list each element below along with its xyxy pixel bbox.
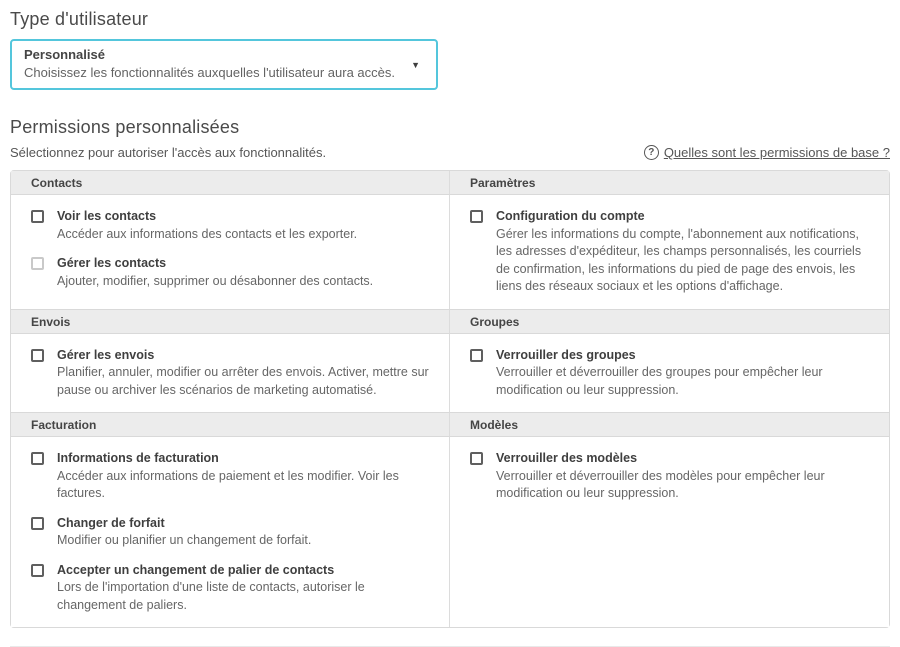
permission-description: Verrouiller et déverrouiller des modèles pour empêcher leur modification ou leur suppression. (496, 468, 825, 501)
permission-label: Informations de facturation (57, 451, 219, 466)
section-content-right (450, 195, 889, 309)
permission-checkbox[interactable] (31, 452, 44, 465)
permission-item (31, 450, 429, 503)
permission-checkbox[interactable] (31, 349, 44, 362)
permission-text (496, 208, 869, 296)
permission-checkbox[interactable] (31, 257, 44, 270)
help-link-label[interactable]: Quelles sont les permissions de base ? (663, 145, 890, 161)
permission-text (496, 347, 869, 400)
permission-item (31, 515, 429, 550)
permission-text (57, 515, 311, 550)
section-header-right: Groupes (450, 309, 889, 334)
permission-checkbox[interactable] (31, 517, 44, 530)
section-content-row (11, 334, 889, 413)
section-content-right (450, 334, 889, 413)
help-icon[interactable]: ? (644, 145, 659, 160)
permission-item (31, 562, 429, 615)
section-header-row (11, 412, 889, 437)
chevron-down-icon: ▼ (411, 59, 420, 70)
permission-item (470, 208, 869, 296)
permission-label: Gérer les contacts (57, 256, 167, 271)
permission-item (31, 347, 429, 400)
permission-description: Planifier, annuler, modifier ou arrêter des envois. Activer, mettre sur pause ou archiver les scénarios de marketing automatisé. (57, 365, 429, 397)
section-content-left (11, 334, 450, 413)
permission-text (57, 450, 429, 503)
permission-text (57, 347, 429, 400)
permissions-title: Permissions personnalisées (10, 117, 240, 138)
permissions-table (10, 170, 890, 628)
permission-checkbox[interactable] (31, 210, 44, 223)
permission-item (31, 255, 429, 290)
permission-text (57, 208, 357, 243)
permission-label: Verrouiller des modèles (496, 451, 638, 466)
selected-option-description: Choisissez les fonctionnalités auxquelles l'utilisateur aura accès. (24, 65, 396, 81)
permission-item (470, 347, 869, 400)
permission-label: Voir les contacts (57, 209, 157, 224)
section-header-left: Facturation (11, 412, 450, 437)
permission-item (470, 450, 869, 503)
permission-text (496, 450, 869, 503)
section-content-left (11, 437, 450, 627)
permission-description: Modifier ou planifier un changement de forfait. (57, 533, 312, 548)
permission-label: Accepter un changement de palier de contacts (57, 562, 335, 577)
section-content-row (11, 437, 889, 627)
permission-description: Gérer les informations du compte, l'abonnement aux notifications, les adresses d'expéditeur, les champs personnalisés, les courriels de confirmation, les informations du pied de page des envois, les liens des réseaux sociaux et les options d'affichage. (496, 226, 862, 294)
section-header-left: Contacts (11, 171, 450, 195)
permission-text (57, 255, 373, 290)
permission-text (57, 562, 429, 615)
permission-label: Gérer les envois (57, 347, 155, 362)
permission-description: Verrouiller et déverrouiller des groupes pour empêcher leur modification ou leur suppression. (496, 365, 823, 397)
base-permissions-help-link[interactable] (644, 145, 890, 160)
section-header-row (11, 309, 889, 334)
section-content-right (450, 437, 889, 627)
permission-checkbox[interactable] (31, 564, 44, 577)
section-header-row (11, 171, 889, 195)
section-header-left: Envois (11, 309, 450, 334)
section-header-right: Modèles (450, 412, 889, 437)
permission-label: Changer de forfait (57, 515, 165, 530)
permission-description: Accéder aux informations des contacts et les exporter. (57, 226, 358, 241)
permission-checkbox[interactable] (470, 210, 483, 223)
selected-option-label: Personnalisé (24, 47, 105, 62)
permission-label: Configuration du compte (496, 209, 645, 224)
user-type-title: Type d'utilisateur (10, 9, 149, 29)
permission-description: Ajouter, modifier, supprimer ou désabonner des contacts. (57, 273, 374, 288)
permission-checkbox[interactable] (470, 349, 483, 362)
permissions-subtitle-row (10, 145, 890, 160)
permission-label: Verrouiller des groupes (496, 347, 636, 362)
section-content-left (11, 195, 450, 309)
permission-item (31, 208, 429, 243)
permission-checkbox[interactable] (470, 452, 483, 465)
section-header-right: Paramètres (450, 171, 889, 195)
permissions-subtitle: Sélectionnez pour autoriser l'accès aux fonctionnalités. (10, 145, 327, 161)
permission-description: Accéder aux informations de paiement et les modifier. Voir les factures. (57, 468, 399, 501)
user-type-select[interactable] (10, 39, 438, 90)
permission-description: Lors de l'importation d'une liste de contacts, autoriser le changement de paliers. (57, 580, 365, 612)
section-content-row (11, 195, 889, 309)
